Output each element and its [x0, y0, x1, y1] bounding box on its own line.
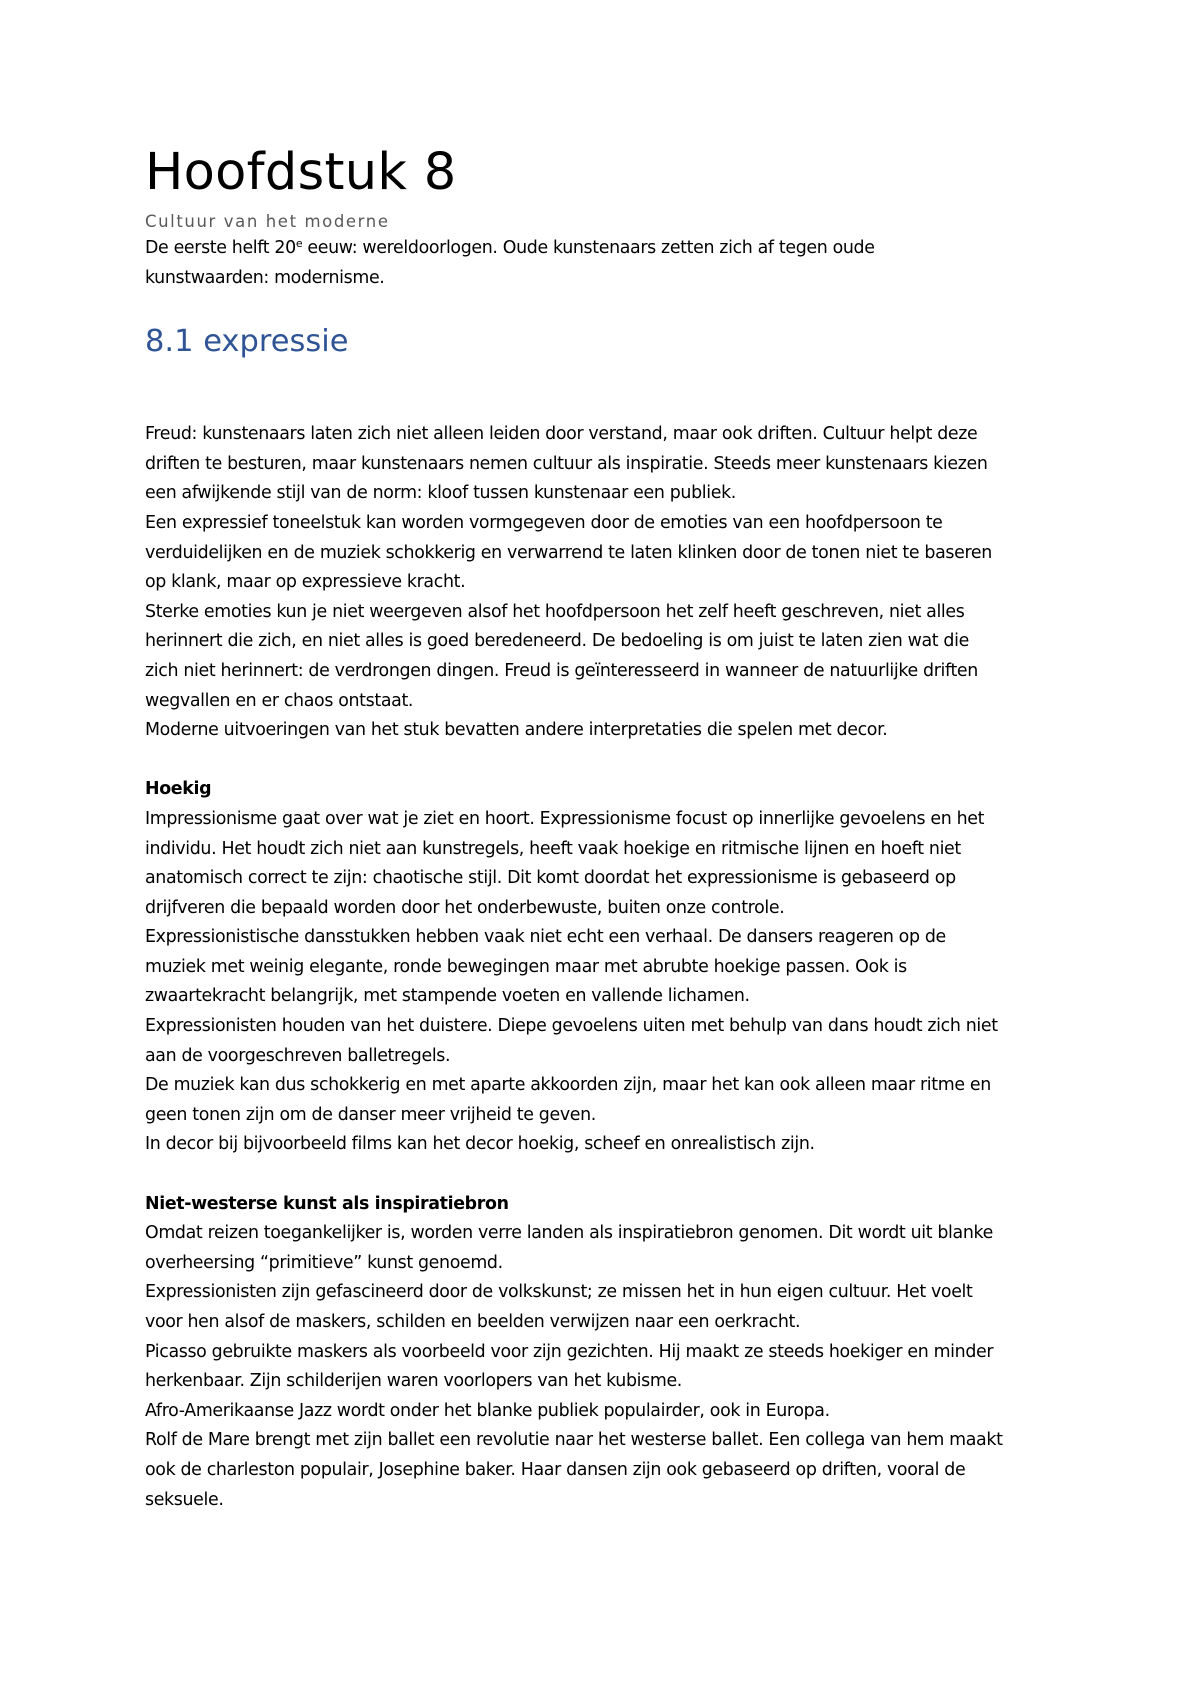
- block-niet-westers: [145, 1190, 1075, 1516]
- subheading-niet-westers: Niet-westerse kunst als inspiratiebron: [145, 1193, 509, 1214]
- text-line: muziek met weinig elegante, ronde bewegingen maar met abrubte hoekige passen. Ook is: [145, 956, 907, 977]
- text-line: anatomisch correct te zijn: chaotische stijl. Dit komt doordat het expressionisme is gebaseerd op: [145, 868, 956, 889]
- text-line: De muziek kan dus schokkerig en met aparte akkoorden zijn, maar het kan ook alleen maar ritme en: [145, 1075, 991, 1096]
- text-line: zwaartekracht belangrijk, met stampende voeten en vallende lichamen.: [145, 986, 750, 1007]
- spacer: [145, 746, 1075, 776]
- text-line: Picasso gebruikte maskers als voorbeeld voor zijn gezichten. Hij maakt ze steeds hoekiger en minder: [145, 1341, 994, 1362]
- spacer: [145, 1160, 1075, 1190]
- text-line: Omdat reizen toegankelijker is, worden verre landen als inspiratiebron genomen. Dit wordt uit blanke: [145, 1223, 993, 1244]
- text-line: Expressionistische dansstukken hebben vaak niet echt een verhaal. De dansers reageren op de: [145, 927, 946, 948]
- text-line: Moderne uitvoeringen van het stuk bevatten andere interpretaties die spelen met decor.: [145, 720, 888, 741]
- intro-text-start: De eerste helft 20: [145, 238, 296, 258]
- intro-line-1: [145, 234, 1075, 264]
- document-subtitle: Cultuur van het moderne: [145, 212, 390, 231]
- text-line: Expressionisten zijn gefascineerd door de volkskunst; ze missen het in hun eigen cultuur. Het voelt: [145, 1282, 973, 1303]
- text-line: herkenbaar. Zijn schilderijen waren voorlopers van het kubisme.: [145, 1371, 682, 1392]
- block-hoekig: [145, 775, 1075, 1160]
- text-line: seksuele.: [145, 1489, 224, 1510]
- subheading-hoekig: Hoekig: [145, 779, 212, 800]
- document-title: Hoofdstuk 8: [145, 143, 457, 202]
- text-line: wegvallen en er chaos ontstaat.: [145, 690, 414, 711]
- text-line: op klank, maar op expressieve kracht.: [145, 572, 466, 593]
- text-line: verduidelijken en de muziek schokkerig en verwarrend te laten klinken door de tonen niet te baseren: [145, 542, 992, 563]
- text-line: Impressionisme gaat over wat je ziet en hoort. Expressionisme focust op innerlijke gevoelens en het: [145, 808, 985, 829]
- text-line: Afro-Amerikaanse Jazz wordt onder het blanke publiek populairder, ook in Europa.: [145, 1400, 830, 1421]
- text-line: voor hen alsof de maskers, schilden en beelden verwijzen naar een oerkracht.: [145, 1312, 801, 1332]
- text-line: herinnert die zich, en niet alles is goed beredeneerd. De bedoeling is om juist te laten zien wat die: [145, 631, 969, 652]
- intro-text-end: eeuw: wereldoorlogen. Oude kunstenaars zetten zich af tegen oude: [302, 238, 875, 258]
- text-line: drijfveren die bepaald worden door het onderbewuste, buiten onze controle.: [145, 897, 785, 918]
- section-heading: 8.1 expressie: [145, 324, 349, 360]
- spacer: [145, 363, 1075, 420]
- text-line: In decor bij bijvoorbeeld films kan het decor hoekig, scheef en onrealistisch zijn.: [145, 1134, 815, 1155]
- text-line: Freud: kunstenaars laten zich niet alleen leiden door verstand, maar ook driften. Cultuur helpt deze: [145, 424, 978, 445]
- text-line: Expressionisten houden van het duistere. Diepe gevoelens uiten met behulp van dans houdt zich niet: [145, 1016, 998, 1037]
- text-line: aan de voorgeschreven balletregels.: [145, 1045, 451, 1066]
- text-line: zich niet herinnert: de verdrongen dingen. Freud is geïnteresseerd in wanneer de natuurlijke driften: [145, 660, 978, 681]
- text-line: driften te besturen, maar kunstenaars nemen cultuur als inspiratie. Steeds meer kunstenaars kiezen: [145, 453, 988, 474]
- text-line: Sterke emoties kun je niet weergeven alsof het hoofdpersoon het zelf heeft geschreven, niet alles: [145, 601, 965, 622]
- text-line: ook de charleston populair, Josephine baker. Haar dansen zijn ook gebaseerd op driften, vooral de: [145, 1459, 966, 1480]
- text-line: Rolf de Mare brengt met zijn ballet een revolutie naar het westerse ballet. Een collega van hem maakt: [145, 1430, 1003, 1451]
- block-freud: [145, 420, 1075, 746]
- text-line: individu. Het houdt zich niet aan kunstregels, heeft vaak hoekige en ritmische lijnen en hoeft niet: [145, 838, 961, 859]
- text-line: geen tonen zijn om de danser meer vrijheid te geven.: [145, 1104, 596, 1125]
- document-page: [145, 140, 1075, 1515]
- text-line: Een expressief toneelstuk kan worden vormgegeven door de emoties van een hoofdpersoon te: [145, 512, 943, 533]
- intro-line-2: kunstwaarden: modernisme.: [145, 267, 385, 288]
- text-line: overheersing “primitieve” kunst genoemd.: [145, 1252, 503, 1273]
- text-line: een afwijkende stijl van de norm: kloof tussen kunstenaar een publiek.: [145, 483, 736, 504]
- intro-superscript: e: [295, 237, 303, 250]
